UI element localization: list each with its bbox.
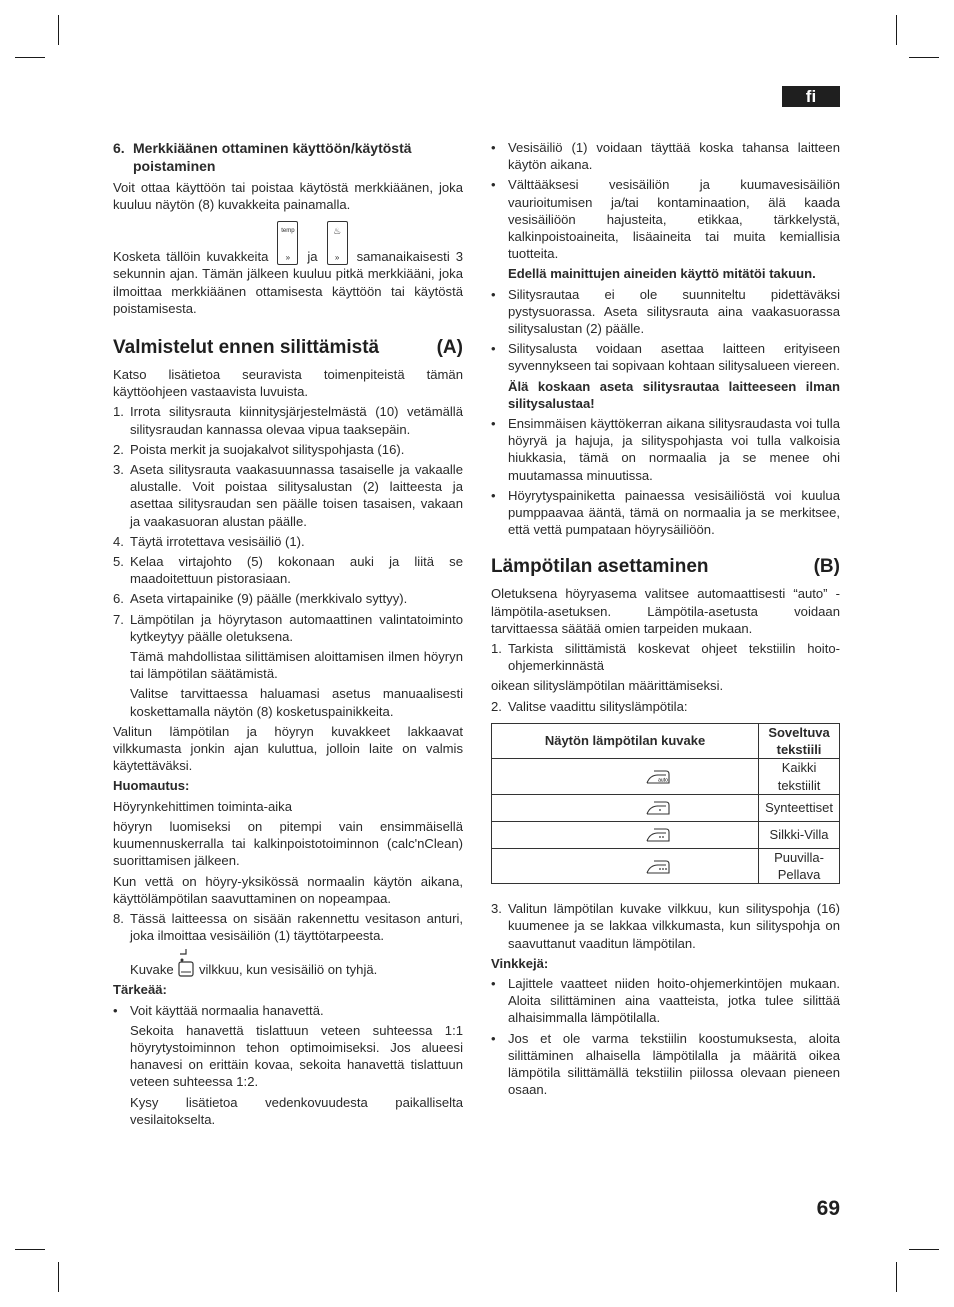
table-header: Näytön lämpötilan kuvake (492, 723, 759, 758)
table-row (492, 848, 840, 883)
table-cell-textile: Silkki-Villa (759, 821, 840, 848)
bullet-list (491, 139, 840, 262)
tips-label: Vinkkejä: (491, 955, 549, 971)
step-item: 2. Valitse vaadittu silityslämpötila: (491, 698, 688, 714)
section-a-heading: Valmistelut ennen silittämistä (A) (113, 337, 463, 359)
bullet-note: Kysy lisätietoa vedenkovuudesta paikalliselta vesilaitokselta. (130, 1094, 463, 1127)
table-cell-icon (492, 848, 759, 883)
bullet-item: • Silitysalusta voidaan asettaa laitteen erityiseen syvennykseen tai sopivaan kohtaan silitysalueen viereen. (491, 341, 840, 374)
paragraph-icons: Kosketa tällöin kuvakkeita temp » ja ♨ » samanaikaisesti 3 sekunnin ajan. Tämän jälkeen kuuluu pitkä merkkiääni, joka ilmoittaa merkkiäänen ottamisesta käyttöön tai käytöstä poistamisesta. (113, 221, 463, 317)
step-item: 3. Aseta silitysrauta vaakasuunnassa tasaiselle ja vakaalle alustalle. Voit poistaa silitysalustan (2) laitteesta ja asettaa silitysraudan sen päälle toisen tasaisen, vakaan ja vaakasuoran alustan päälle. (113, 462, 463, 529)
paragraph: Höyrynkehittimen toiminta-aika (113, 798, 293, 814)
iron-three-dots-icon (646, 859, 670, 875)
iron-auto-icon (646, 769, 670, 785)
steps-list (113, 403, 463, 645)
table-cell-icon (492, 794, 759, 821)
svg-text:auto: auto (658, 777, 668, 784)
steam-button-icon: ♨ » (327, 221, 348, 265)
bullet-item: • Voit käyttää normaalia hanavettä. (113, 1002, 324, 1018)
step-7-note: Valitse tarvittaessa haluamasi asetus manuaalisesti koskettamalla näytön (8) kosketuspainikkeita. (130, 686, 463, 719)
paragraph: oikean silityslämpötilan määrittämiseksi. (491, 678, 724, 694)
section-b-heading: Lämpötilan asettaminen (B) (491, 556, 840, 578)
crop-mark (58, 1262, 59, 1292)
table-row (492, 821, 840, 848)
crop-mark (58, 15, 59, 45)
temperature-table (491, 723, 840, 884)
step-item: 6. Aseta virtapainike (9) päälle (merkkivalo syttyy). (113, 591, 408, 607)
step-item: 3. Valitun lämpötilan kuvake vilkkuu, kun silityspohja (16) kuumenee ja se lakkaa vilkkumasta, kun silityspohja on saavuttanut vaaditun lämpötilan. (491, 901, 840, 951)
step-7-note: Tämä mahdollistaa silittämisen aloittamisen ilmen höyryn tai lämpötilan säätämistä. (130, 649, 463, 682)
paragraph: höyryn luomiseksi on pitempi vain ensimmäisellä kuumennuskerralla tai kalkinpoistotoiminnon (calc'nClean) suorittamisen jälkeen. (113, 818, 463, 869)
language-tab: fi (782, 86, 840, 107)
water-tank-icon (177, 948, 195, 978)
paragraph: Katso lisätietoa seuravista toimenpiteistä tämän käyttöohjeen vastaavista luvuista. (113, 367, 463, 400)
step-item: 4. Täytä irrotettava vesisäiliö (1). (113, 533, 305, 549)
table-cell-textile: Puuvilla-Pellava (759, 848, 840, 883)
page-number: 69 (816, 1197, 840, 1220)
table-cell-textile: Kaikki tekstiilit (759, 759, 840, 794)
bullet-list (491, 286, 840, 375)
table-row (492, 759, 840, 794)
crop-mark (15, 57, 45, 58)
table-cell-textile: Synteettiset (759, 794, 840, 821)
water-tank-note: Kuvake vilkkuu, kun vesisäiliö on tyhjä. (113, 948, 463, 978)
bullet-item: • Välttääksesi vesisäiliön ja kuumavesisäiliön vaurioitumisen ja/tai kontaminaation, älä kaada vesisäiliöön hajusteita, etikkaa, tärkkelystä, kalkinpoistoaineita, lisäaineita tai muita kemiallisia tuotteita. (491, 177, 840, 262)
iron-one-dot-icon (646, 800, 670, 816)
note-label: Huomautus: (113, 778, 190, 794)
bullet-item: • Lajittele vaatteet niiden hoito-ohjemerkintöjen mukaan. Aloita silittäminen aina vaatteista, jotka tulee silittää alhaisimmalla lämpötilalla. (491, 975, 840, 1026)
crop-mark (909, 57, 939, 58)
crop-mark (896, 15, 897, 45)
bullet-item: • Jos et ole varma tekstiilin koostumuksesta, aloita silittäminen alhaisella lämpötilalla ja määritä oikea lämpötila silittämällä tekstiilin piilossa olevaan pieneen osaan. (491, 1030, 840, 1098)
paragraph: Oletuksena höyryasema valitsee automaattisesti “auto” -lämpötila-asetuksen. Lämpötila-asetusta voidaan tarvittaessa säätää omien tarpeiden mukaan. (491, 586, 840, 636)
temp-button-icon: temp » (277, 221, 298, 265)
warning-text: Älä koskaan aseta silitysrautaa laitteeseen ilman silitysalustaa! (508, 378, 840, 411)
step-item: 7. Lämpötilan ja höyrytason automaattinen valintatoiminto kytkeytyy päälle oletuksena. (113, 611, 463, 644)
temperature-dot (659, 868, 661, 870)
paragraph: Kun vettä on höyry-yksikössä normaalin käytön aikana, käyttölämpötilan saavuttaminen on nopeampaa. (113, 873, 463, 906)
paragraph: Voit ottaa käyttöön tai poistaa käytöstä merkkiäänen, joka kuuluu näytön (8) kuvakkeita painamalla. (113, 180, 463, 213)
bullet-item: • Vesisäiliö (1) voidaan täyttää koska tahansa laitteen käytön aikana. (491, 140, 840, 173)
tips-list (491, 975, 840, 1098)
warning-text: Edellä mainittujen aineiden käyttö mitätöi takuun. (508, 266, 816, 282)
bullet-item: • Ensimmäisen käyttökerran aikana silitysraudasta voi tulla höyryä ja hajuja, ja silityspohjasta voi tulla valkoisia hiukkasia, tämä on normaalia ja se menee ohi muutamassa minuutissa. (491, 416, 840, 483)
iron-two-dots-icon (646, 827, 670, 843)
left-column (113, 139, 463, 1131)
bullet-list (491, 415, 840, 538)
paragraph: Valitun lämpötilan ja höyryn kuvakkeet lakkaavat vilkkumasta jonkin ajan kuluttua, jolloin laite on valmis käytettäväksi. (113, 723, 463, 774)
important-label: Tärkeää: (113, 982, 167, 998)
bullet-item: • Silitysrautaa ei ole suunniteltu pidettäväksi pystysuorassa. Aseta silitysrauta aina vaakasuorassa silitysalustan (2) päälle. (491, 286, 840, 337)
table-header: Soveltuva tekstiili (759, 723, 840, 758)
right-column (491, 139, 840, 1101)
step-item: 1. Tarkista silittämistä koskevat ohjeet tekstiilin hoito-ohjemerkinnästä (491, 641, 840, 674)
bullet-item: • Höyrytyspainiketta painaessa vesisäiliöstä voi kuulua pumppaavaa ääntä, tämä on normaalia ja se merkitsee, että vettä pumpataan höyrysäiliöön. (491, 487, 840, 538)
table-cell-icon (492, 821, 759, 848)
table-cell-icon (492, 759, 759, 794)
crop-mark (909, 1249, 939, 1250)
table-row (492, 794, 840, 821)
temperature-dot (665, 868, 667, 870)
step-item: 1. Irrota silitysrauta kiinnitysjärjestelmästä (10) vetämällä silitysraudan kannassa olevaa vipua taaksepäin. (113, 404, 463, 437)
crop-mark (15, 1249, 45, 1250)
step-item: 2. Poista merkit ja suojakalvot silityspohjasta (16). (113, 441, 405, 457)
temperature-dot (659, 810, 661, 812)
temperature-dot (662, 837, 664, 839)
step-item: 8. Tässä laitteessa on sisään rakennettu vesitason anturi, joka ilmoittaa vesisäiliön (1) täyttötarpeesta. (113, 910, 463, 944)
temperature-dot (662, 868, 664, 870)
section-6-heading: 6. Merkkiäänen ottaminen käyttöön/käytöstä poistaminen (113, 140, 412, 174)
bullet-note: Sekoita hanavettä tislattuun veteen suhteessa 1:1 höyrytystoiminnon tehon optimoimiseksi. Jos alueesi hanavesi on erittäin kovaa, sekoita hanavettä tislattuun veteen suhteessa 1:2. (130, 1022, 463, 1090)
crop-mark (896, 1262, 897, 1292)
step-item: 5. Kelaa virtajohto (5) kokonaan auki ja liitä se maadoitettuun pistorasiaan. (113, 554, 463, 587)
temperature-dot (659, 837, 661, 839)
